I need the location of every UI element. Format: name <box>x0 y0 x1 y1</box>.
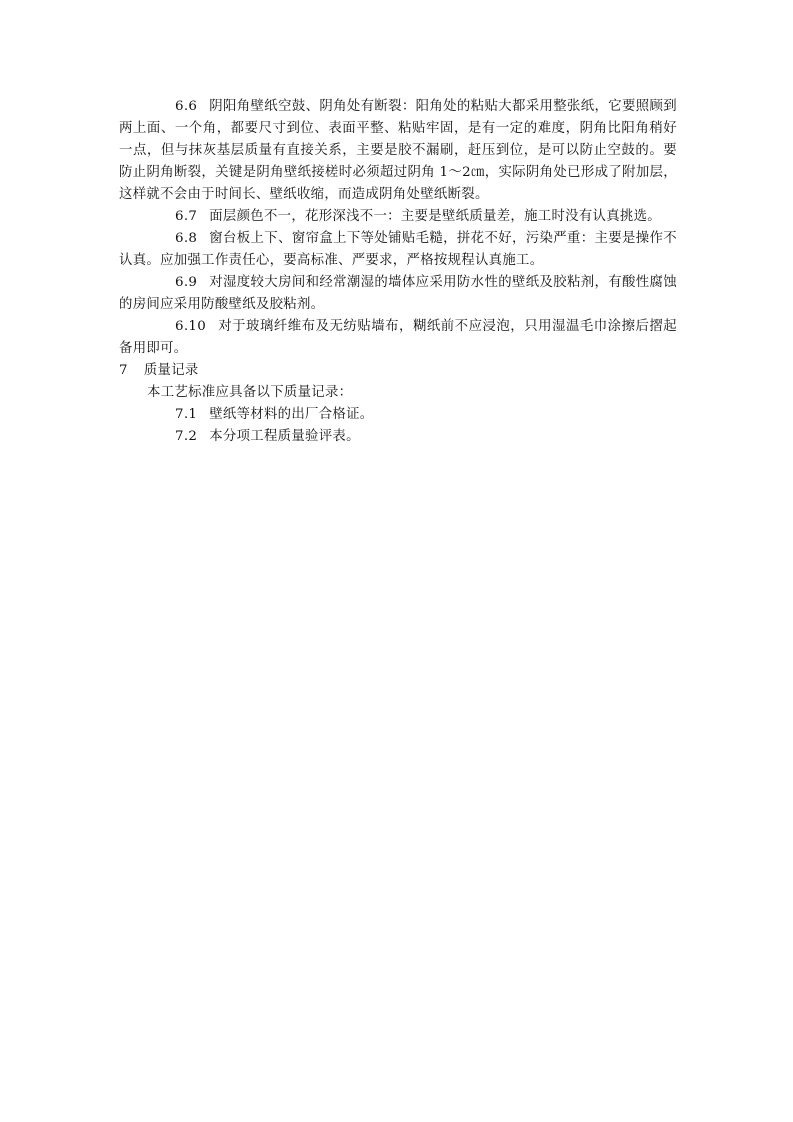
item-number: 7.2 <box>175 429 198 444</box>
section-number: 6.10 <box>175 319 207 334</box>
section-6-9 <box>119 272 677 316</box>
section-6-7 <box>119 206 677 228</box>
section-number: 6.8 <box>175 231 198 246</box>
heading-number: 7 <box>119 363 128 378</box>
section-number: 6.9 <box>175 275 198 290</box>
section-text: 对湿度较大房间和经常潮湿的墙体应采用防水性的壁纸及胶粘剂，有酸性腐蚀的房间应采用防酸壁纸及胶粘剂。 <box>119 275 677 312</box>
section-text: 面层颜色不一，花形深浅不一：主要是壁纸质量差，施工时没有认真挑选。 <box>209 209 661 224</box>
section-number: 6.6 <box>175 99 198 114</box>
document-body <box>119 96 677 448</box>
section-6-10 <box>119 316 677 360</box>
section-7-intro: 本工艺标准应具备以下质量记录： <box>147 385 353 400</box>
section-number: 6.7 <box>175 209 198 224</box>
section-7-heading <box>119 360 677 382</box>
item-number: 7.1 <box>175 407 198 422</box>
item-text: 壁纸等材料的出厂合格证。 <box>209 407 374 422</box>
section-6-6 <box>119 96 677 206</box>
section-7-1 <box>119 404 677 426</box>
section-7-2 <box>119 426 677 448</box>
item-text: 本分项工程质量验评表。 <box>209 429 360 444</box>
section-text: 窗台板上下、窗帘盒上下等处铺贴毛糙，拼花不好，污染严重：主要是操作不认真。应加强工作责任心，要高标准、严要求，严格按规程认真施工。 <box>119 231 677 268</box>
heading-title: 质量记录 <box>143 363 199 378</box>
section-text: 阴阳角壁纸空鼓、阴角处有断裂：阳角处的粘贴大都采用整张纸，它要照顾到两上面、一个角，都要尺寸到位、表面平整、粘贴牢固，是有一定的难度，阴角比阳角稍好一点，但与抹灰基层质量有直接关系，主要是胶不漏刷，赶压到位，是可以防止空鼓的。要防止阴角断裂，关键是阴角壁纸接槎时必须超过阴角 1～2㎝，实际阴角处已形成了附加层，这样就不会由于时间长、壁纸收缩，而造成阴角处壁纸断裂。 <box>119 99 677 202</box>
section-text: 对于玻璃纤维布及无纺贴墙布，糊纸前不应浸泡，只用湿温毛巾涂擦后摺起备用即可。 <box>119 319 677 356</box>
section-6-8 <box>119 228 677 272</box>
